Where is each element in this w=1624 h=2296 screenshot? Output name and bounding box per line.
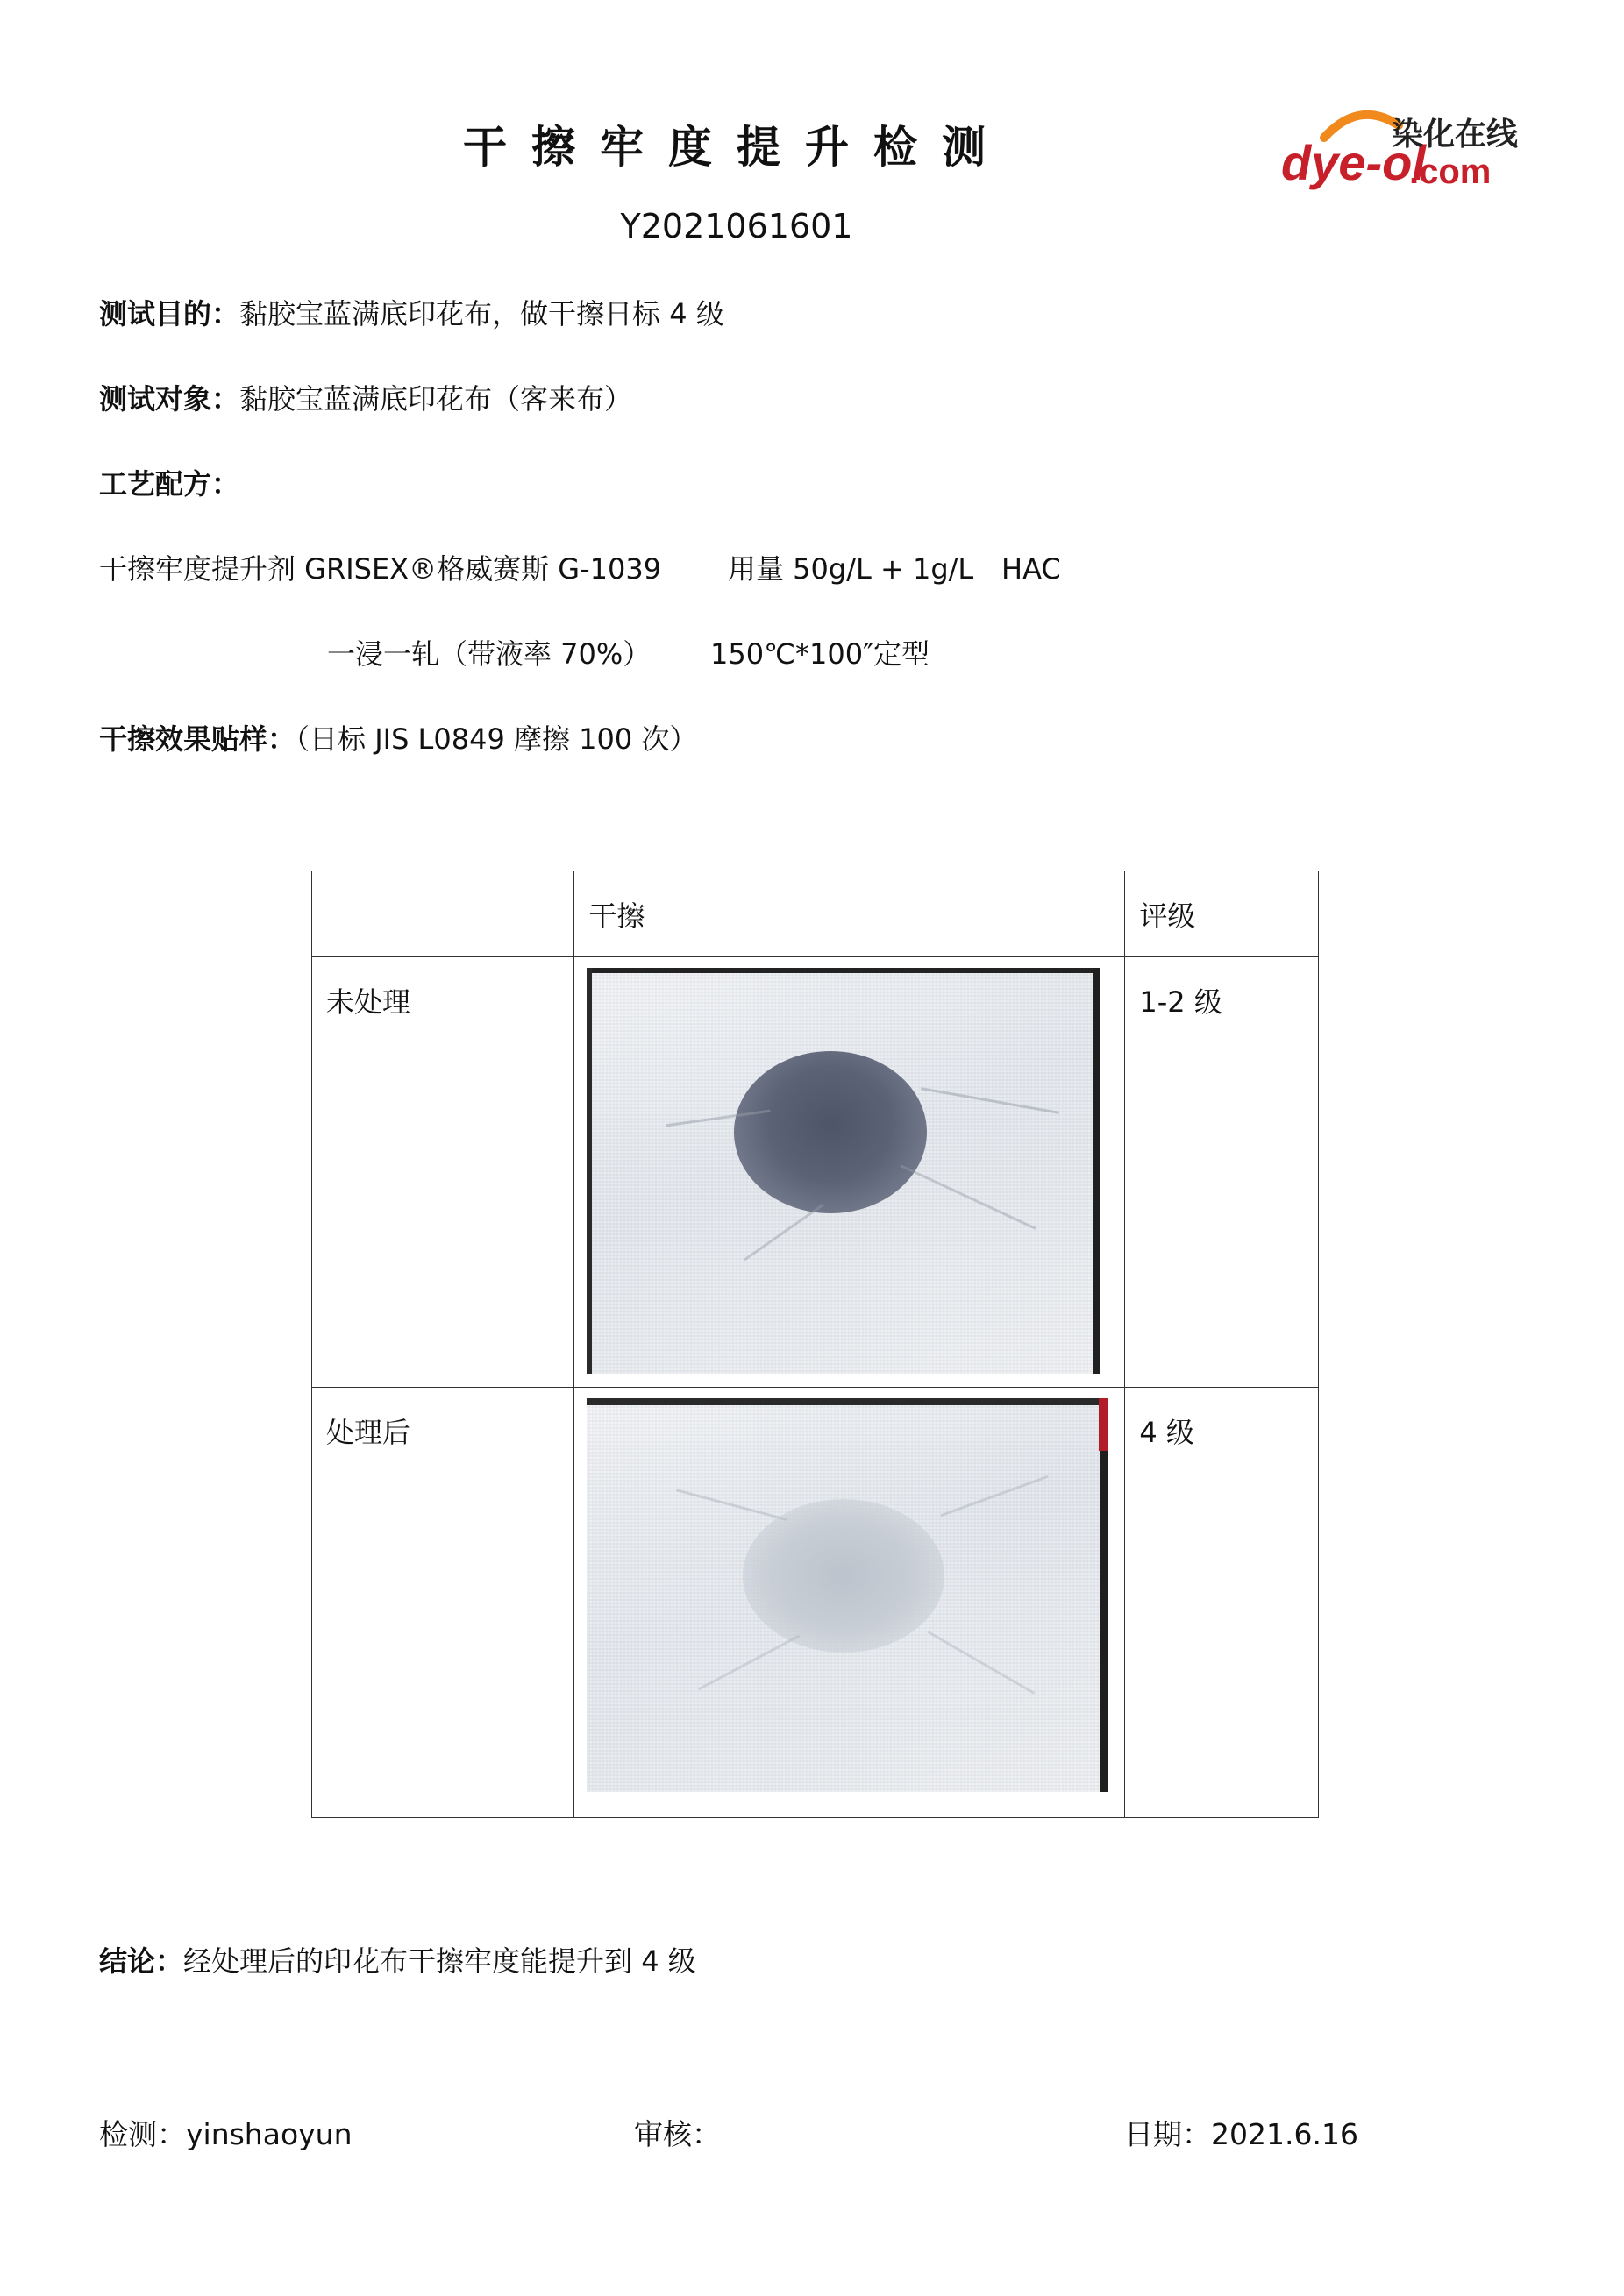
row-label: 未处理 (312, 957, 574, 1388)
table-row (312, 1388, 1319, 1818)
object-value: 黏胶宝蓝满底印花布（客来布） (239, 382, 633, 416)
table-header-cell: 干擦 (574, 871, 1125, 957)
table-header-cell (312, 871, 574, 957)
sample-value: （日标 JIS L0849 摩擦 100 次） (296, 722, 698, 756)
recipe-label: 工艺配方： (99, 467, 240, 501)
svg-text:染化在线: 染化在线 (1392, 117, 1519, 153)
recipe-curing: 150℃*100″定型 (710, 637, 930, 671)
swatch-cell (574, 1388, 1125, 1818)
svg-text:.com: .com (1409, 153, 1492, 191)
company-logo (1276, 92, 1519, 206)
object-label: 测试对象： (99, 382, 240, 416)
sample-row (99, 720, 697, 758)
reviewer: 审核： (634, 2117, 721, 2151)
row-label: 处理后 (312, 1388, 574, 1818)
purpose-value: 黏胶宝蓝满底印花布，做干擦日标 4 级 (239, 297, 724, 331)
tester: 检测：yinshaoyun (99, 2117, 353, 2151)
svg-text:dye-ol: dye-ol (1281, 135, 1426, 190)
table-header-cell: 评级 (1125, 871, 1319, 957)
object-row (99, 380, 632, 418)
table-row (312, 957, 1319, 1388)
untreated-swatch-image (587, 968, 1100, 1374)
document-number: Y2021061601 (620, 207, 853, 245)
row-grade: 1-2 级 (1125, 957, 1319, 1388)
purpose-row (99, 295, 724, 333)
table-header-row (312, 871, 1319, 957)
conclusion-value: 经处理后的印花布干擦牢度能提升到 4 级 (183, 1944, 696, 1978)
sample-label: 干擦效果贴样： (99, 722, 296, 756)
conclusion-label: 结论： (99, 1944, 184, 1978)
page-title: 干擦牢度提升检测 (463, 122, 1010, 173)
dye-ol-logo-icon (1276, 92, 1519, 206)
recipe-agent: 干擦牢度提升剂 GRISEX®格威赛斯 G-1039 (99, 552, 662, 586)
recipe-dosage: 用量 50g/L + 1g/L (728, 552, 974, 586)
recipe-hac: HAC (1001, 552, 1061, 586)
purpose-label: 测试目的： (99, 297, 240, 331)
row-grade: 4 级 (1125, 1388, 1319, 1818)
conclusion-row (99, 1942, 696, 1980)
results-table (311, 871, 1319, 1818)
swatch-cell (574, 957, 1125, 1388)
recipe-padding: 一浸一轧（带液率 70%） (327, 637, 652, 671)
treated-swatch-image (587, 1398, 1108, 1792)
report-date: 日期：2021.6.16 (1124, 2117, 1358, 2151)
